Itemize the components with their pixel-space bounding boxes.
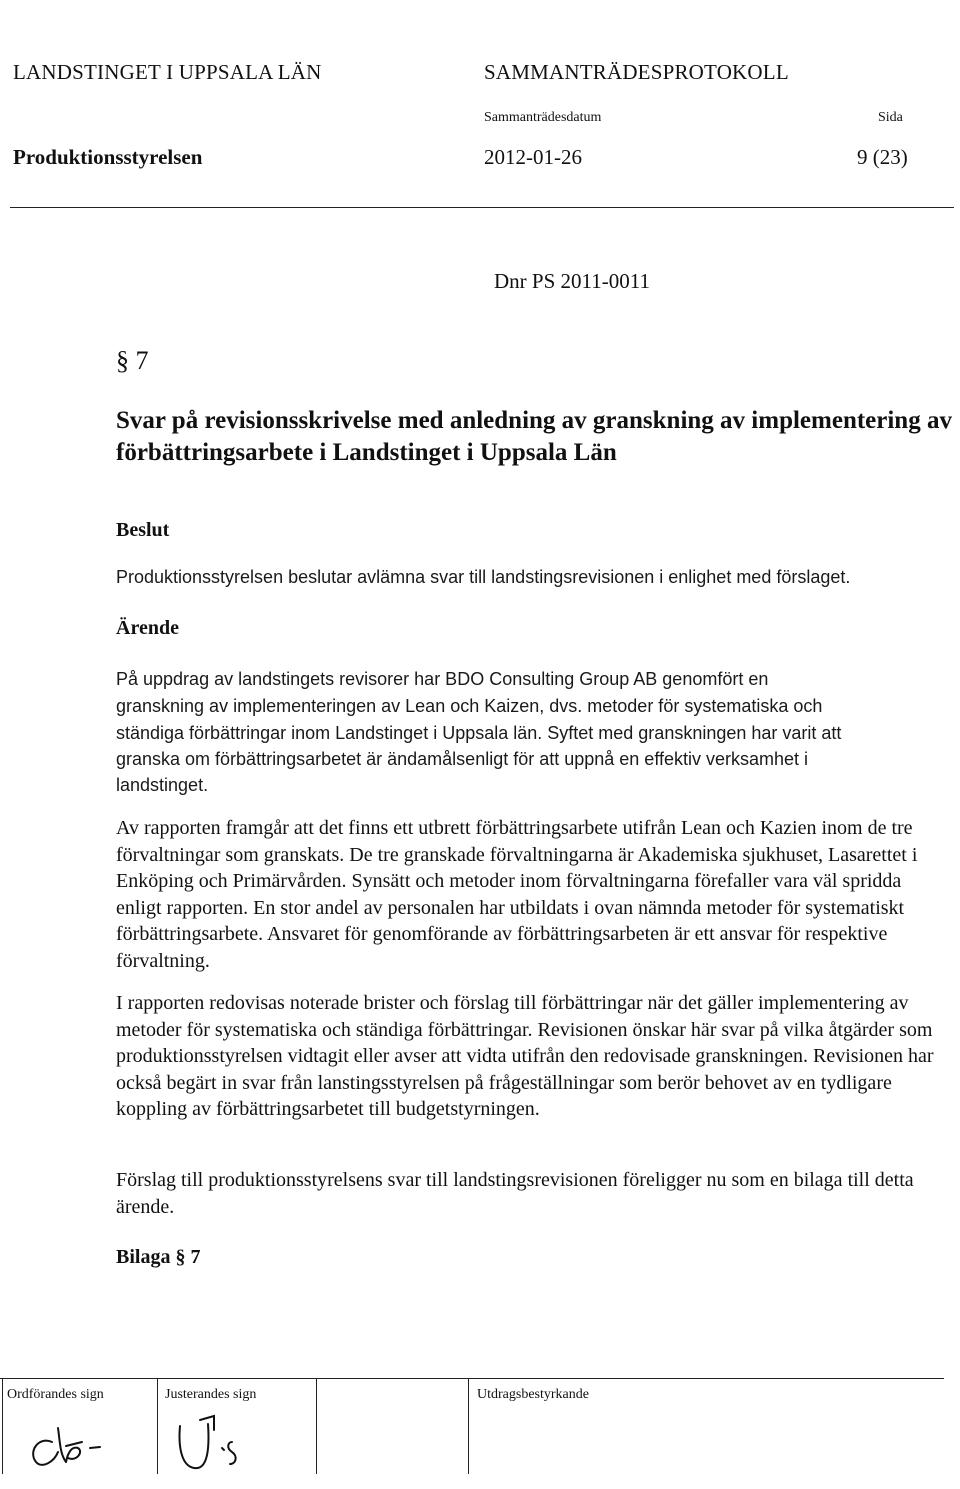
header-rule [10,207,954,208]
document-type: SAMMANTRÄDESPROTOKOLL [484,60,789,84]
dnr: Dnr PS 2011-0011 [494,269,650,293]
ordforande-signature [20,1418,130,1478]
justerande-signature [170,1408,270,1478]
arende-intro-line: På uppdrag av landstingets revisorer har BDO Consulting Group AB genomfört en [116,669,769,689]
arende-paragraph: Förslag till produktionsstyrelsens svar till landstingsrevisionen föreligger nu som en bilaga till detta ärende. [116,1169,914,1218]
date-label: Sammanträdesdatum [484,110,602,125]
arende-heading: Ärende [116,617,179,639]
meeting-date: 2012-01-26 [484,145,582,169]
arende-intro-line: granskning av implementeringen av Lean och Kaizen, dvs. metoder för systematiska och [116,696,823,716]
beslut-text: Produktionsstyrelsen beslutar avlämna svar till landstingsrevisionen i enlighet med förslaget. [116,567,851,587]
bilaga-reference: Bilaga § 7 [116,1246,201,1268]
org-name: LANDSTINGET I UPPSALA LÄN [13,60,322,84]
page-number: 9 (23) [857,145,908,169]
committee-name: Produktionsstyrelsen [13,145,203,169]
paragraph-mark: § 7 [116,346,149,375]
signature-top-rule [0,1378,944,1379]
signature-divider [2,1378,3,1474]
signature-divider [157,1378,158,1474]
arende-intro-line: granska om förbättringsarbetet är ändamålsenligt för att uppnå en effektiv verksamhet i [116,749,809,769]
signature-table [0,1378,960,1489]
page-title: Svar på revisionsskrivelse med anledning av granskning av implementering av förbättringsarbete i Landstinget i Uppsala Län [116,407,952,466]
signature-divider [316,1378,317,1474]
signature-divider [468,1378,469,1474]
page-label: Sida [878,110,903,125]
arende-paragraph: Av rapporten framgår att det finns ett utbrett förbättringsarbete utifrån Lean och Kazien inom de tre förvaltningar som granskats. De tre granskade förvaltningarna är Akademiska sjukhuset, Lasarettet i Enköping och Primärvården. Synsätt och metoder inom förvaltningarna förefaller vara väl spridda enligt rapporten. En stor andel av personalen har utbildats i ovan nämnda metoder för systematiskt förbättringsarbete. Ansvaret för genomförande av förbättringsarbeten är ett ansvar för respektive förvaltning. [116,817,918,972]
arende-intro-line: ständiga förbättringar inom Landstinget i Uppsala län. Syftet med granskningen har varit att [116,723,842,743]
justerande-sign-label: Justerandes sign [165,1387,257,1402]
arende-intro-line: landstinget. [116,775,209,795]
ordforande-sign-label: Ordförandes sign [7,1387,104,1402]
arende-paragraph: I rapporten redovisas noterade brister och förslag till förbättringar när det gäller implementering av metoder för systematiska och ständiga förbättringar. Revisionen önskar här svar på vilka åtgärder som produktionsstyrelsen vidtagit eller avser att vidta utifrån den redovisade granskningen. Revisionen har också begärt in svar från lanstingsstyrelsen på frågeställningar som berör behovet av en tydligare koppling av förbättringsarbetet till budgetstyrningen. [116,992,934,1120]
utdrag-label: Utdragsbestyrkande [477,1387,589,1402]
beslut-heading: Beslut [116,519,170,541]
